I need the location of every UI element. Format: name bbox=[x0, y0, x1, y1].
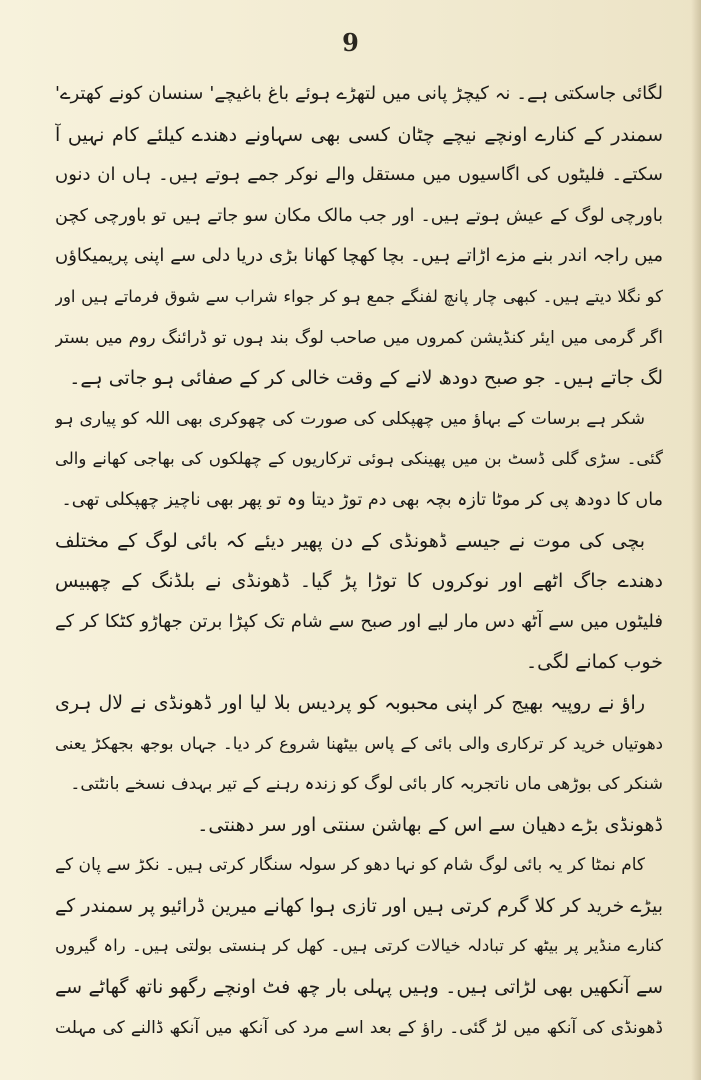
text-line: دھوتیاں خرید کر ترکاری والی بائی کے پاس بیٹھنا شروع کر دیا۔ جہاں بوجھ بجھکڑ یعنی bbox=[55, 733, 663, 753]
text-line: ڈھونڈی کی آنکھ میں لڑ گئی۔ راؤ کے بعد اسے مرد کی آنکھ میں آنکھ ڈالنے کی مہلت bbox=[55, 1017, 663, 1038]
text-line: فلیٹوں میں سے آٹھ دس مار لیے اور صبح سے شام تک کپڑا برتن جھاڑو کٹکا کر کے bbox=[55, 610, 663, 632]
page-edge-shadow bbox=[691, 0, 701, 1080]
text-line: سمندر کے کنارے اونچے نیچے چٹان کسی بھی سہاونے دھندے کیلئے کام نہیں آ bbox=[55, 123, 663, 146]
text-line: راؤ نے روپیہ بھیج کر اپنی محبوبہ کو پردیس بلا لیا اور ڈھونڈی نے لال ہری bbox=[55, 691, 645, 714]
text-line: اگر گرمی میں ایئر کنڈیشن کمروں میں صاحب لوگ بند ہوں تو ڈرائنگ روم میں بستر bbox=[55, 327, 663, 348]
text-line: بچی کی موت نے جیسے ڈھونڈی کے دن پھیر دیئے کہ بائی لوگ کے مختلف bbox=[55, 529, 645, 552]
text-line: دھندے جاگ اٹھے اور نوکروں کا توڑا پڑ گیا۔ ڈھونڈی نے بلڈنگ کے چھبیس bbox=[55, 570, 663, 593]
text-line: لگائی جاسکتی ہے۔ نہ کیچڑ پانی میں لتھڑے ہوئے باغ باغیچے' سنسان کونے کھترے' bbox=[55, 83, 663, 104]
text-line: کام نمٹا کر یہ بائی لوگ شام کو نہا دھو کر سولہ سنگار کرتی ہیں۔ نکڑ سے پان کے bbox=[55, 855, 645, 876]
text-line: ڈھونڈی بڑے دھیان سے اس کے بھاشن سنتی اور سر دھنتی۔ bbox=[197, 813, 663, 836]
body-text bbox=[55, 74, 663, 1048]
text-line: کو نگلا دیتے ہیں۔ کبھی چار پانچ لفنگے جمع ہو کر جواء شراب سے شوق فرماتے ہیں اور bbox=[55, 286, 663, 306]
text-line: بیڑے خرید کر کلا گرم کرتی ہیں اور تازی ہوا کھانے میرین ڈرائیو پر سمندر کے bbox=[55, 894, 663, 917]
text-line: لگ جاتے ہیں۔ جو صبح دودھ لانے کے وقت خالی کر کے صفائی ہو جاتی ہے۔ bbox=[69, 367, 663, 390]
page-number: 9 bbox=[342, 28, 359, 57]
text-line: خوب کمانے لگی۔ bbox=[525, 651, 663, 674]
text-line: ماں کا دودھ پی کر موٹا تازہ بچہ بھی دم توڑ دیتا وہ تو پھر بھی ناچیز چھپکلی تھی۔ bbox=[61, 489, 663, 510]
text-line: شکر ہے برسات کے بہاؤ میں چھپکلی کی صورت کی چھوکری بھی اللہ کو پیاری ہو bbox=[55, 408, 645, 429]
text-line: گئی۔ سڑی گلی ڈسٹ بن میں پھینکی ہوئی ترکاریوں کے چھلکوں کی بھاجی کھانے والی bbox=[55, 449, 663, 469]
text-line: کنارے منڈیر پر بیٹھ کر تبادلہ خیالات کرتی ہیں۔ کھل کر ہنستی بولتی ہیں۔ راہ گیروں bbox=[55, 936, 663, 956]
text-line: باورچی لوگ کے عیش ہوتے ہیں۔ اور جب مالک مکان سو جاتے ہیں تو باورچی کچن bbox=[55, 205, 663, 226]
text-line: میں راجہ اندر بنے مزے اڑاتے ہیں۔ بچا کھچا کھانا بڑی دریا دلی سے اپنی پریمیکاؤں bbox=[55, 245, 663, 267]
text-line: سکتے۔ فلیٹوں کی اگاسیوں میں مستقل والے نوکر جمے ہوتے ہیں۔ ہاں ان دنوں bbox=[55, 164, 663, 186]
text-line: سے آنکھیں بھی لڑاتی ہیں۔ وہیں پہلی بار چھ فٹ اونچے رگھو ناتھ گھاٹے سے bbox=[55, 976, 663, 999]
text-line: شنکر کی بوڑھی ماں ناتجربہ کار بائی لوگ کو زندہ رہنے کے تیر بہدف نسخے بانٹتی۔ bbox=[70, 774, 663, 795]
